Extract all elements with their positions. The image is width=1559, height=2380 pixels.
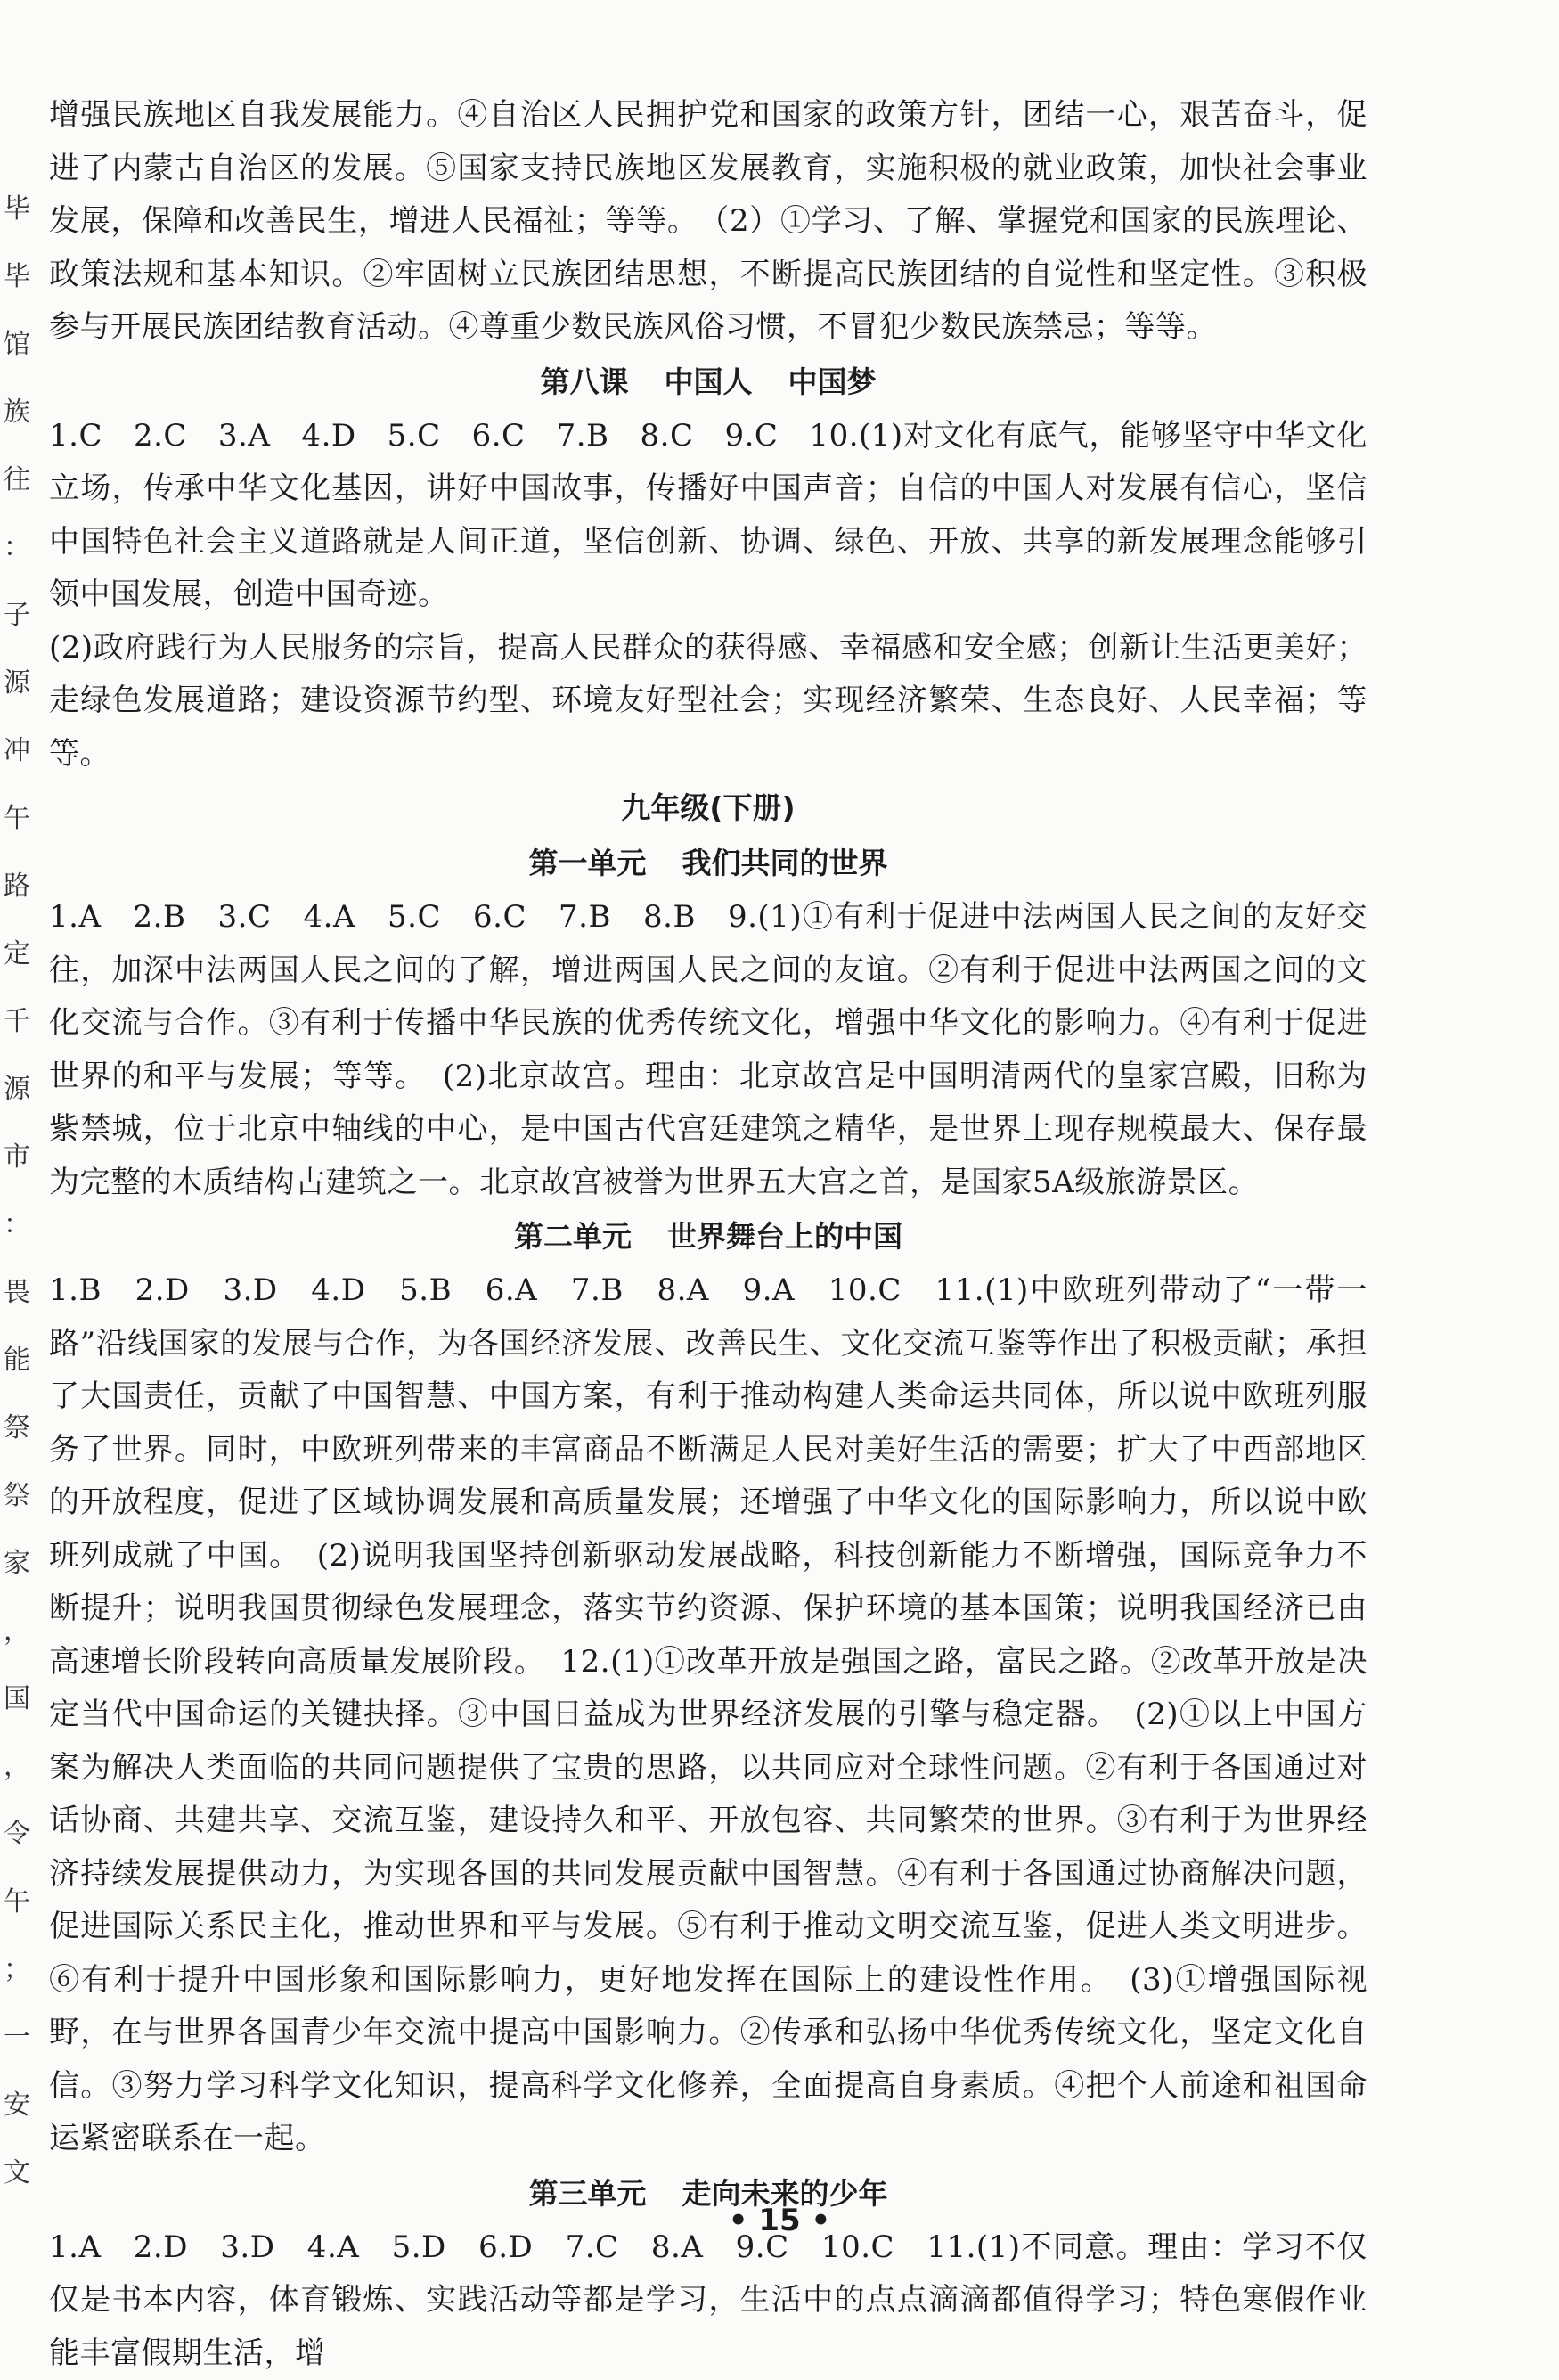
paragraph-lesson-8-answers: 1.C 2.C 3.A 4.D 5.C 6.C 7.B 8.C 9.C 10.(1)对文化有底气，能够坚守中华文化立场，传承中华文化基因，讲好中国故事，传播好中国声音；自信的中国人对发展有信心，坚信中国特色社会主义道路就是人间正道，坚信创新、协调、绿色、开放、共享的新发展理念能够引领中国发展，创造中国奇迹。 — [49, 410, 1367, 622]
gutter-char: 午 — [4, 806, 30, 832]
gutter-char: 路 — [4, 873, 30, 900]
heading-unit-1-num: 第一单元 — [529, 846, 647, 880]
heading-unit-1 — [49, 836, 1367, 891]
heading-lesson-8-part2: 中国梦 — [788, 364, 877, 399]
gutter-char: 一 — [4, 2024, 30, 2051]
paragraph-unit-3-answers: 1.A 2.D 3.D 4.A 5.D 6.D 7.C 8.A 9.C 10.C 11.(1)不同意。理由：学习不仅仅是书本内容，体育锻炼、实践活动等都是学习，生活中的点点滴滴都值得学习；特色寒假作业能丰富假期生活，增 — [49, 2221, 1367, 2380]
gutter-char: ； — [4, 1957, 30, 1983]
gutter-char: 族 — [4, 399, 30, 426]
gutter-char: 源 — [4, 670, 30, 697]
gutter-char: 祭 — [4, 1483, 30, 1509]
gutter-char: ， — [4, 1618, 30, 1645]
gutter-char: 安 — [4, 2092, 30, 2119]
paragraph-lesson-8-part2: (2)政府践行为人民服务的宗旨，提高人民群众的获得感、幸福感和安全感；创新让生活更美好；走绿色发展道路；建设资源节约型、环境友好型社会；实现经济繁荣、生态良好、人民幸福；等等。 — [49, 622, 1367, 781]
paragraph-unit-1-answers: 1.A 2.B 3.C 4.A 5.C 6.C 7.B 8.B 9.(1)①有利于促进中法两国人民之间的友好交往，加深中法两国人民之间的了解，增进两国人民之间的友谊。②有利于促进中法两国之间的文化交流与合作。③有利于传播中华民族的优秀传统文化，增强中华文化的影响力。④有利于促进世界的和平与发展；等等。 (2)北京故宫。理由：北京故宫是中国明清两代的皇家宫殿，旧称为紫禁城，位于北京中轴线的中心，是中国古代宫廷建筑之精华，是世界上现存规模最大、保存最为完整的木质结构古建筑之一。北京故宫被誉为世界五大宫之首，是国家5A级旅游景区。 — [49, 891, 1367, 1209]
gutter-char: ： — [4, 1212, 30, 1239]
heading-unit-2-num: 第二单元 — [514, 1219, 632, 1254]
gutter-char: 毕 — [4, 264, 30, 290]
heading-unit-1-title: 我们共同的世界 — [682, 846, 888, 880]
gutter-char: 能 — [4, 1347, 30, 1374]
gutter-char: 冲 — [4, 738, 30, 765]
heading-lesson-8 — [49, 355, 1367, 410]
gutter-char: 畏 — [4, 1280, 30, 1306]
gutter-char: 往 — [4, 467, 30, 494]
gutter-char: 家 — [4, 1550, 30, 1577]
answer-page — [49, 89, 1367, 2380]
gutter-char: 定 — [4, 941, 30, 968]
paragraph-ethnic-unity: 增强民族地区自我发展能力。④自治区人民拥护党和国家的政策方针，团结一心，艰苦奋斗，促进了内蒙古自治区的发展。⑤国家支持民族地区发展教育，实施积极的就业政策，加快社会事业发展，保障和改善民生，增进人民福祉；等等。 （2）①学习、了解、掌握党和国家的民族理论、政策法规和基本知识。②牢固树立民族团结思想，不断提高民族团结的自觉性和坚定性。③积极参与开展民族团结教育活动。④尊重少数民族风俗习惯，不冒犯少数民族禁忌；等等。 — [49, 89, 1367, 355]
heading-grade-9-vol2: 九年级(下册) — [49, 781, 1367, 836]
gutter-char: 国 — [4, 1686, 30, 1713]
heading-unit-3-title: 走向未来的少年 — [682, 2176, 888, 2211]
heading-lesson-8-num: 第八课 — [541, 364, 629, 399]
heading-unit-2 — [49, 1209, 1367, 1264]
gutter-char: 文 — [4, 2160, 30, 2187]
heading-lesson-8-part1: 中国人 — [665, 364, 753, 399]
gutter-char: ， — [4, 1754, 30, 1780]
gutter-char: 千 — [4, 1009, 30, 1035]
paragraph-unit-2-answers: 1.B 2.D 3.D 4.D 5.B 6.A 7.B 8.A 9.A 10.C 11.(1)中欧班列带动了“一带一路”沿线国家的发展与合作，为各国经济发展、改善民生、文化交流互鉴等作出了积极贡献；承担了大国责任，贡献了中国智慧、中国方案，有利于推动构建人类命运共同体，所以说中欧班列服务了世界。同时，中欧班列带来的丰富商品不断满足人民对美好生活的需要；扩大了中西部地区的开放程度，促进了区域协调发展和高质量发展；还增强了中华文化的国际影响力，所以说中欧班列成就了中国。 (2)说明我国坚持创新驱动发展战略，科技创新能力不断增强，国际竞争力不断提升；说明我国贯彻绿色发展理念，落实节约资源、保护环境的基本国策；说明我国经济已由高速增长阶段转向高质量发展阶段。 12.(1)①改革开放是强国之路，富民之路。②改革开放是决定当代中国命运的关键抉择。③中国日益成为世界经济发展的引擎与稳定器。 (2)①以上中国方案为解决人类面临的共同问题提供了宝贵的思路，以共同应对全球性问题。②有利于各国通过对话协商、共建共享、交流互鉴，建设持久和平、开放包容、共同繁荣的世界。③有利于为世界经济持续发展提供动力，为实现各国的共同发展贡献中国智慧。④有利于各国通过协商解决问题，促进国际关系民主化，推动世界和平与发展。⑤有利于推动文明交流互鉴，促进人类文明进步。⑥有利于提升中国形象和国际影响力，更好地发挥在国际上的建设性作用。 (3)①增强国际视野，在与世界各国青少年交流中提高中国影响力。②传承和弘扬中华优秀传统文化，坚定文化自信。③努力学习科学文化知识，提高科学文化修养，全面提高自身素质。④把个人前途和祖国命运紧密联系在一起。 — [49, 1264, 1367, 2166]
gutter-char: 祭 — [4, 1415, 30, 1442]
gutter-char: 馆 — [4, 331, 30, 358]
gutter-char: 毕 — [4, 196, 30, 223]
heading-unit-2-title: 世界舞台上的中国 — [667, 1219, 902, 1254]
page-number: • 15 • — [0, 2203, 1559, 2238]
heading-unit-3-num: 第三单元 — [529, 2176, 647, 2211]
gutter-char: 源 — [4, 1076, 30, 1103]
gutter-char: ： — [4, 535, 30, 561]
gutter-char: 令 — [4, 1821, 30, 1848]
gutter-char: 午 — [4, 1889, 30, 1916]
gutter-char: 市 — [4, 1144, 30, 1171]
gutter-char: 子 — [4, 602, 30, 629]
